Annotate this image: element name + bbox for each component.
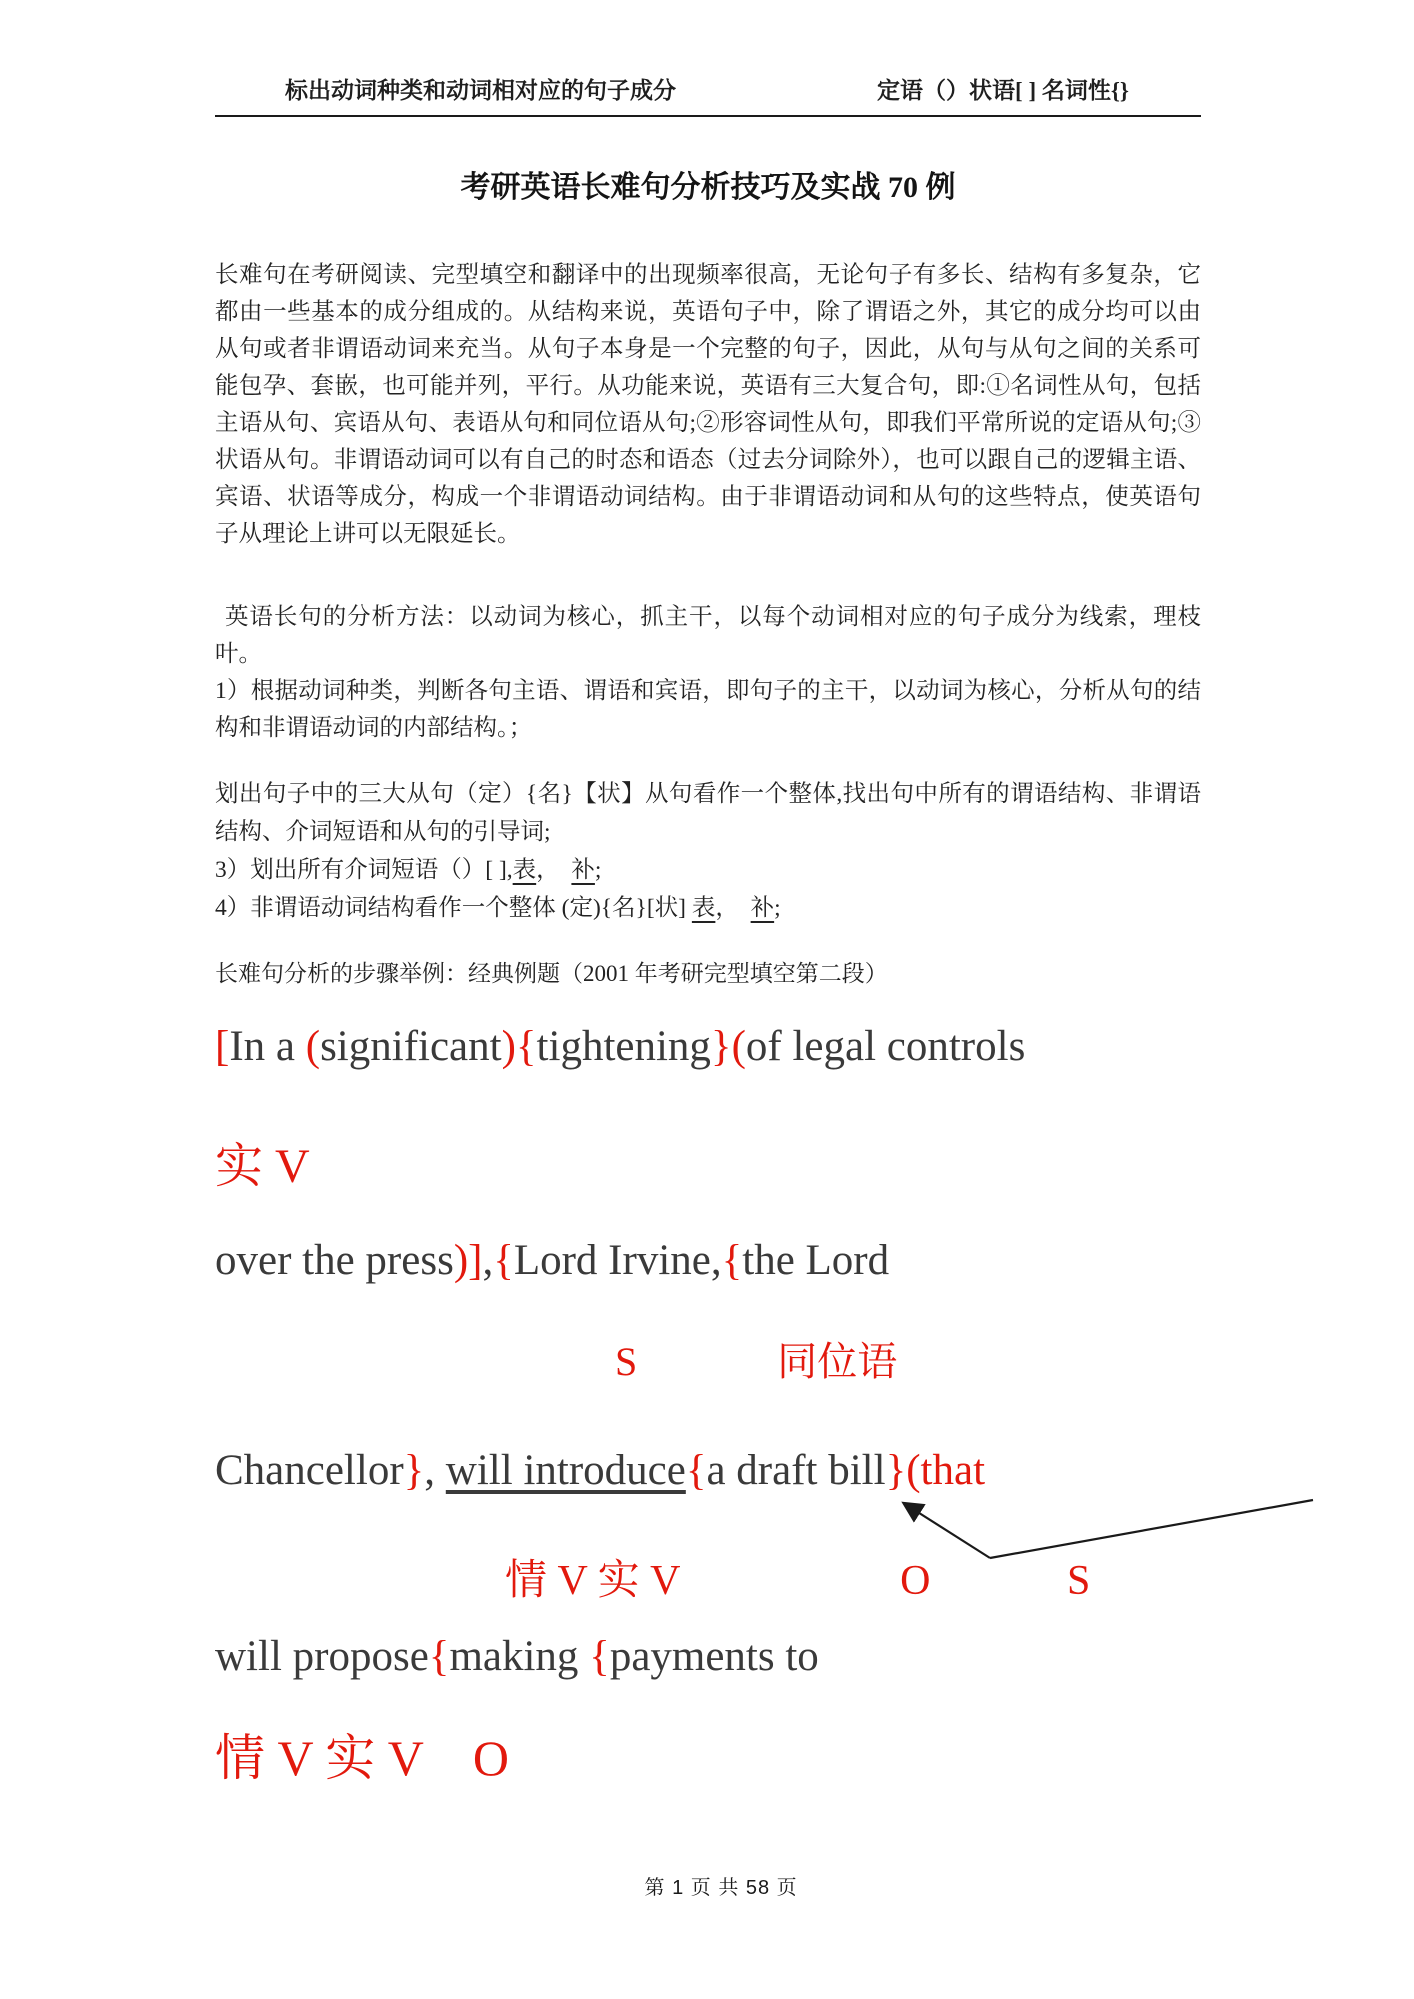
text-segment: tightening — [536, 1023, 711, 1070]
text-segment: } — [403, 1447, 425, 1494]
annotation-verbs-object-subject — [215, 1552, 1201, 1610]
header-right-text: 定语（）状语[ ] 名词性{} — [877, 78, 1129, 103]
text-segment: { — [428, 1633, 450, 1680]
text-segment: { — [493, 1237, 514, 1284]
paragraph-step3 — [215, 851, 1201, 889]
text-segment: { — [721, 1237, 743, 1284]
text-segment: } — [710, 1023, 732, 1070]
text-segment: ( — [731, 1023, 746, 1070]
page-footer — [215, 1848, 1201, 1923]
text-segment: )] — [453, 1237, 483, 1284]
text-segment: 补 — [571, 857, 595, 883]
text-segment: 4）非谓语动词结构看作一个整体 (定){名}[状] — [215, 895, 692, 921]
text-segment: } — [885, 1447, 907, 1494]
text-segment: (that — [906, 1447, 986, 1494]
text-segment: ， — [536, 857, 572, 883]
text-segment: Lord Irvine, — [513, 1237, 722, 1284]
text-segment: 表 — [512, 857, 537, 883]
text-segment: , — [482, 1237, 494, 1284]
paragraph-step1: 1）根据动词种类，判断各句主语、谓语和宾语，即句子的主干，以动词为核心，分析从句的结构和非谓语动词的内部结构。； — [215, 678, 1201, 741]
annotation-verb-1 — [215, 1136, 1201, 1198]
page-content — [215, 0, 1201, 1790]
text-segment: will propose — [215, 1633, 429, 1680]
text-segment: 表 — [691, 895, 716, 921]
paragraph-step2: 划出句子中的三大从句（定）{名}【状】从句看作一个整体,找出句中所有的谓语结构、非谓语结构、介词短语和从句的引导词; — [215, 781, 1201, 845]
paragraph-step4 — [215, 889, 1201, 927]
header-left-text: 标出动词种类和动词相对应的句子成分 — [285, 78, 676, 103]
text-segment: ( — [305, 1023, 321, 1070]
text-segment: 情 V 实 V O — [215, 1730, 510, 1786]
annotation-verbs-object — [215, 1726, 1201, 1790]
example-sentence-line-3 — [215, 1440, 1201, 1502]
text-segment: ) — [501, 1023, 516, 1070]
example-caption: 长难句分析的步骤举例：经典例题（2001 年考研完型填空第二段） — [215, 961, 888, 986]
text-segment: over the press — [215, 1237, 454, 1284]
text-segment: significant — [320, 1023, 502, 1070]
text-segment: , — [424, 1447, 446, 1494]
text-segment: the Lord — [742, 1237, 890, 1284]
example-sentence-line-2 — [215, 1230, 1201, 1292]
text-segment: { — [515, 1023, 537, 1070]
example-sentence-line-1 — [215, 1016, 1201, 1078]
text-segment: 3）划出所有介词短语（）[ ], — [215, 857, 513, 883]
text-segment: payments to — [609, 1633, 819, 1680]
text-segment: ， — [715, 895, 751, 921]
text-segment: In a — [229, 1023, 306, 1070]
annotation-subject-appositive — [215, 1334, 1201, 1390]
text-segment: { — [589, 1633, 610, 1680]
text-segment: { — [685, 1447, 707, 1494]
text-segment: S 同位语 — [615, 1339, 898, 1384]
page-number-text: 第 1 页 共 58 页 — [644, 1877, 798, 1899]
text-segment: Chancellor — [215, 1447, 404, 1494]
text-segment: 补 — [750, 895, 775, 921]
text-segment: 实 V — [215, 1140, 310, 1193]
paragraph-method: 英语长句的分析方法：以动词为核心，抓主干，以每个动词相对应的句子成分为线索，理枝叶。 — [215, 604, 1201, 667]
document-title: 考研英语长难句分析技巧及实战 70 例 — [460, 171, 956, 204]
text-segment: ; — [594, 857, 602, 883]
example-sentence-line-4 — [215, 1626, 1201, 1688]
paragraph-intro: 长难句在考研阅读、完型填空和翻译中的出现频率很高，无论句子有多长、结构有多复杂，它都由一些基本的成分组成的。从结构来说，英语句子中，除了谓语之外，其它的成分均可以由从句或者非谓语动词来充当。从句子本身是一个完整的句子，因此，从句与从句之间的关系可能包孕、套嵌，也可能并列，平行。从功能来说，英语有三大复合句，即:①名词性从句，包括主语从句、宾语从句、表语从句和同位语从句;②形容词性从句，即我们平常所说的定语从句;③状语从句。非谓语动词可以有自己的时态和语态（过去分词除外），也可以跟自己的逻辑主语、宾语、状语等成分，构成一个非谓语动词结构。由于非谓语动词和从句的这些特点，使英语句子从理论上讲可以无限延长。 — [215, 262, 1201, 547]
text-segment: of legal controls — [745, 1023, 1026, 1070]
text-segment: a draft bill — [706, 1447, 886, 1494]
text-segment: 情 V 实 V O S — [505, 1558, 1091, 1604]
page-header — [215, 76, 1201, 117]
text-segment: will introduce — [445, 1447, 686, 1494]
text-segment: ; — [774, 895, 781, 921]
text-segment: making — [449, 1633, 590, 1680]
text-segment: [ — [215, 1023, 230, 1070]
